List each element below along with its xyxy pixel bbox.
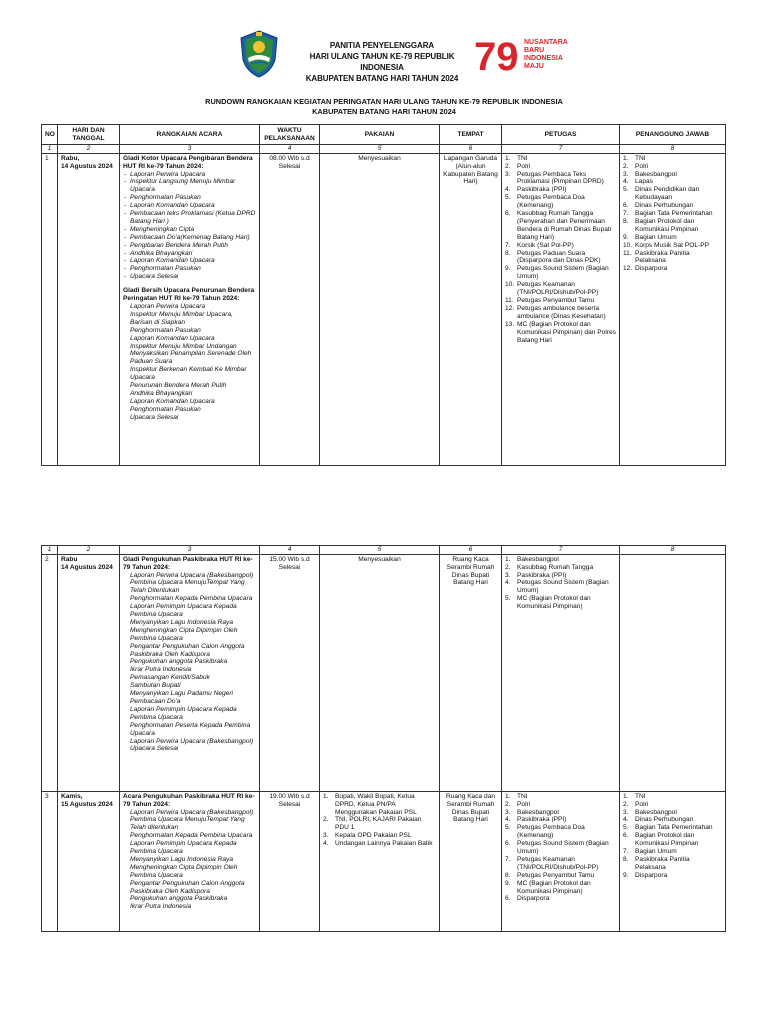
row-acara (120, 554, 260, 791)
list-item-text: TNI (635, 792, 646, 800)
list-item-number: 11. (505, 297, 514, 304)
row-no: 1 (42, 153, 58, 465)
list-item (623, 824, 722, 832)
list-item-number: 8. (623, 855, 629, 863)
batang-hari-emblem-logo (238, 30, 280, 78)
acara-item: Laporan Komandan Upacara (130, 397, 215, 405)
list-item (505, 321, 616, 345)
acara-item: - Inspektur Langsung Menuju Mimbar Upacara (123, 178, 256, 194)
acara-item: Pengantar Pengukuhan Calon Anggota Paskibraka Oleh Kadispora (130, 642, 245, 658)
list-item-number: 8. (505, 871, 511, 879)
numbered-list (623, 793, 722, 880)
list-item (623, 872, 722, 880)
list-item-number: 1. (623, 154, 629, 162)
acara-item: Mengheningkan Cipta Dipimpin Oleh Pembina Upacara (130, 626, 238, 642)
logo-number: 79 (474, 35, 519, 76)
acara-item: Mengheningkan Cipta Dipimpin Oleh Pembina Upacara (130, 863, 238, 879)
list-item-text: Bagian Tata Pemerintahan (635, 210, 713, 218)
row-waktu: 08.00 Wib s.d Selesai (260, 153, 320, 465)
list-item-text: Bakesbangpol (517, 808, 559, 816)
list-item-text: TNI (517, 792, 528, 800)
list-item-number: 13. (505, 320, 515, 328)
list-item-number: 5. (623, 186, 629, 194)
column-number-row: 1 2 3 4 5 6 7 8 (42, 546, 726, 555)
list-item (505, 242, 616, 250)
list-item (623, 809, 722, 817)
hut-ri-79-logo (474, 34, 572, 76)
list-item-number: 5. (505, 824, 511, 832)
acara-block-title: Gladi Kotor Upacara Pengibaran Bendera HUT RI ke-79 Tahun 2024: (123, 154, 253, 170)
acara-item: Inspektur Menuju Mimbar Undangan (130, 342, 237, 350)
list-item-text: Disparpora (517, 895, 550, 903)
list-item-number: 4. (323, 840, 329, 848)
list-item-text: Dinas Perhubungan (635, 816, 694, 824)
list-item-number: 8. (505, 249, 511, 257)
acara-item-list (123, 809, 256, 912)
list-item (623, 793, 722, 801)
acara-item: - Upacara Selesai (123, 273, 256, 281)
acara-item: Penghormatan Kepada Pembina Upacara (130, 832, 253, 840)
acara-item: Pengukuhan anggota Paskibraka (130, 658, 228, 666)
list-item (323, 793, 436, 817)
event-name: HARI ULANG TAHUN KE-79 REPUBLIK INDONESIA (309, 52, 455, 73)
list-item (623, 801, 722, 809)
row-waktu: 15.00 Wib s.d Selesai (260, 554, 320, 791)
list-item (505, 824, 616, 840)
list-item-number: 4. (505, 186, 511, 194)
list-item-number: 5. (623, 824, 629, 832)
list-item-number: 12. (505, 304, 515, 312)
list-item (505, 155, 616, 163)
list-item-text: MC (Bagian Protokol dan Komunikasi Pimpinan) dan Polres Batang Hari (517, 320, 616, 344)
logo-word-3: INDONESIA (524, 55, 563, 62)
list-item (623, 178, 722, 186)
row-tempat: Ruang Kaca dan Serambi Rumah Dinas Bupati Batang Hari (440, 791, 502, 931)
list-item (623, 832, 722, 848)
list-item (623, 234, 722, 242)
row-pakaian (320, 791, 440, 931)
list-item-number: 7. (505, 855, 511, 863)
acara-item: Penghormatan Kepada Pembina Upacara (130, 595, 253, 603)
list-item (623, 856, 722, 872)
row-waktu: 19.00 Wib s.d Selesai (260, 791, 320, 931)
list-item-text: Petugas Pembaca Teks Proklamasi (Pimpinan DPRD) (517, 170, 604, 186)
list-item (323, 832, 436, 840)
list-item-text: Bupati, Wakil Bupati, Ketua DPRD, Ketua PN/PA Menggunakan Pakaian PSL (335, 792, 417, 816)
acara-item: Laporan Perwira Upacara (Bakesbangpol) (130, 737, 254, 745)
acara-item: Menyanyikan Lagu Padamu Negeri (130, 690, 233, 698)
list-item-number: 4. (623, 178, 629, 186)
list-item (505, 809, 616, 817)
acara-item: Penghormatan Pasukan (130, 326, 201, 334)
acara-item: - Penghormatan Pasukan (123, 194, 256, 202)
list-item-text: TNI (635, 154, 646, 162)
list-item (505, 872, 616, 880)
acara-item: Pengukuhan anggota Paskibraka (130, 895, 228, 903)
logo-word-2: BARU (524, 47, 545, 54)
list-item-number: 7. (623, 848, 629, 856)
list-item-text: Petugas Paduan Suara (Disparpora dan Dinas PDK) (517, 249, 601, 265)
acara-item: Pembina Upacara MenujuTempat Yang Telah ditentukan (130, 816, 245, 832)
list-item-text: Bagian Umum (635, 233, 677, 241)
list-item (505, 210, 616, 242)
list-item (623, 265, 722, 273)
list-item-number: 8. (623, 217, 629, 225)
list-item (623, 242, 722, 250)
list-item-number: 9. (505, 265, 511, 273)
table-row (42, 791, 726, 931)
letterhead (238, 30, 570, 86)
list-item (623, 848, 722, 856)
list-item-number: 2. (505, 563, 511, 571)
list-item (505, 186, 616, 194)
acara-item: Pembina Upacara MenujuTempat Yang Telah Ditentukan (130, 579, 245, 595)
col-header-tempat: TEMPAT (440, 125, 502, 145)
acara-item: Laporan Perwira Upacara (Bakesbangpol) (130, 808, 254, 816)
rundown-table-page-1 (41, 124, 726, 466)
row-tempat: Ruang Kaca Serambi Rumah Dinas Bupati Batang Hari (440, 554, 502, 791)
col-header-waktu: WAKTU PELAKSANAAN (260, 125, 320, 145)
logo-word-4: MAJU (524, 63, 544, 70)
row-day-date: Kamis, 15 Agustus 2024 (58, 791, 120, 931)
acara-item: - Pembacaan Do'a(Kemenag Batang Hari) (123, 234, 256, 242)
numbered-list (323, 793, 436, 848)
list-item (323, 840, 436, 848)
list-item-number: 3. (623, 808, 629, 816)
row-penanggung-jawab (620, 554, 726, 791)
list-item-text: Petugas Penyambut Tamu (517, 871, 595, 879)
logo-word-1: NUSANTARA (524, 39, 568, 46)
list-item-text: Bagian Tata Pemerintahan (635, 824, 713, 832)
list-item-text: Polri (635, 162, 649, 170)
list-item-text: MC (Bagian Protokol dan Komunikasi Pimpinan) (517, 879, 591, 895)
col-header-penanggung-jawab: PENANGGUNG JAWAB (620, 125, 726, 145)
list-item (623, 155, 722, 163)
numbered-list (505, 556, 616, 611)
row-no: 3 (42, 791, 58, 931)
list-item-text: TNI (517, 154, 528, 162)
acara-item: - Andhika Bhayangkari (123, 250, 256, 258)
list-item (623, 171, 722, 179)
acara-item: Menyaksikan Penampilan Serenade Oleh Paduan Suara (130, 350, 252, 366)
list-item-number: 11. (623, 249, 632, 257)
row-petugas (502, 554, 620, 791)
acara-item: Pemasangan Kendit/Sabuk (130, 674, 210, 682)
list-item (505, 816, 616, 824)
list-item-text: Paskibraka Panitia Pelaksana (635, 855, 690, 871)
row-petugas (502, 791, 620, 931)
list-item (505, 305, 616, 321)
list-item (505, 793, 616, 801)
list-item (623, 210, 722, 218)
list-item-text: Bakesbangpol (635, 808, 677, 816)
list-item-text: Polri (517, 162, 531, 170)
acara-item: Penghormatan Peserta Kepada Pembina Upacara (130, 721, 251, 737)
row-no: 2 (42, 554, 58, 791)
acara-item: Sambutan Bupati (130, 682, 181, 690)
row-acara (120, 153, 260, 465)
list-item-text: Paskibraka (PPI) (517, 571, 567, 579)
list-item (323, 816, 436, 832)
list-item-text: Bagian Protokol dan Komunikasi Pimpinan (635, 832, 699, 848)
list-item (505, 840, 616, 856)
acara-item: - Penghormatan Pasukan (123, 265, 256, 273)
list-item-number: 9. (623, 233, 629, 241)
acara-item: Upacara Selesai (130, 745, 179, 753)
list-item-number: 1. (505, 555, 511, 563)
acara-item: Andhika Bhayangkari (130, 389, 193, 397)
list-item (505, 572, 616, 580)
list-item-number: 2. (623, 800, 629, 808)
list-item-text: Dinas Pendidikan dan Kebudayaan (635, 186, 700, 202)
list-item-text: Polri (517, 800, 531, 808)
list-item-number: 2. (505, 162, 511, 170)
acara-item: Upacara Selesai (130, 413, 179, 421)
list-item-text: Kasubbag Rumah Tangga (Penyerahan dan Penerimaan Bendera di Rumah Dinas Bupati Batang Hari) (517, 210, 612, 241)
list-item (623, 186, 722, 202)
list-item (623, 250, 722, 266)
list-item-number: 9. (505, 879, 511, 887)
list-item-number: 3. (505, 808, 511, 816)
list-item-text: Paskibraka Panitia Pelaksana (635, 249, 690, 265)
acara-block-title: Gladi Bersih Upacara Penurunan Bendera Peringatan HUT RI ke-79 Tahun 2024: (123, 287, 255, 303)
list-item-text: Petugas Keamanan (TNI/POLRI/Dishub/Pol-PP) (517, 855, 599, 871)
acara-item: Inspektur Berkenan Kembali Ke Mimbar Upacara (130, 366, 247, 382)
list-item-number: 4. (505, 816, 511, 824)
list-item-text: Petugas Sound Sistem (Bagian Umum) (517, 265, 609, 281)
col-header-petugas: PETUGAS (502, 125, 620, 145)
list-item-number: 1. (323, 792, 329, 800)
numbered-list (623, 155, 722, 274)
list-item (505, 250, 616, 266)
numbered-list (505, 155, 616, 345)
list-item-text: Bakesbangpol (517, 555, 559, 563)
list-item-number: 3. (323, 832, 329, 840)
acara-item: Laporan Komandan Upacara (130, 334, 215, 342)
list-item-text: Paskibraka (PPI) (517, 816, 567, 824)
list-item-text: Bakesbangpol (635, 170, 677, 178)
list-item-text: Paskibraka (PPI) (517, 186, 567, 194)
list-item-text: Korsik (Sat Pol-PP) (517, 241, 574, 249)
row-petugas (502, 153, 620, 465)
list-item-number: 4. (505, 579, 511, 587)
list-item (505, 556, 616, 564)
list-item (623, 816, 722, 824)
document-title-line-1: RUNDOWN RANGKAIAN KEGIATAN PERINGATAN HARI ULANG TAHUN KE-79 REPUBLIK INDONESIA (205, 97, 563, 106)
list-item-number: 2. (323, 816, 329, 824)
list-item (505, 163, 616, 171)
list-item (505, 297, 616, 305)
list-item-text: Petugas Penyambut Tamu (517, 297, 595, 304)
document-title-line-2: KABUPATEN BATANG HARI TAHUN 2024 (312, 107, 456, 117)
col-header-no: NO (42, 125, 58, 145)
list-item (623, 202, 722, 210)
list-item-number: 12. (623, 265, 633, 273)
list-item-number: 2. (623, 162, 629, 170)
acara-item: - Laporan Komandan Upacara (123, 202, 256, 210)
list-item-number: 5. (505, 595, 511, 603)
row-penanggung-jawab (620, 153, 726, 465)
row-acara (120, 791, 260, 931)
acara-item: Pembacaan Do'a (130, 698, 181, 705)
list-item (505, 895, 616, 903)
list-item (505, 281, 616, 297)
list-item-text: Petugas Keamanan (TNI/POLRI/Dishub/Pol-PP) (517, 281, 599, 297)
row-tempat: Lapangan Garuda (Alun-alun Kabupaten Batang Hari) (440, 153, 502, 465)
list-item-number: 2. (505, 800, 511, 808)
list-item (623, 218, 722, 234)
list-item (505, 171, 616, 187)
col-header-acara: RANGKAIAN ACARA (120, 125, 260, 145)
acara-item: - Pengibaran Bendera Merah Putih (123, 242, 256, 250)
list-item-text: MC (Bagian Protokol dan Komunikasi Pimpinan) (517, 595, 591, 611)
list-item (505, 579, 616, 595)
list-item-number: 7. (623, 210, 629, 218)
list-item-text: Undangan Lainnya Pakaian Batik (335, 840, 433, 848)
list-item-number: 6. (623, 832, 629, 840)
list-item-text: Kepala OPD Pakaian PSL (335, 832, 412, 840)
list-item-text: Kasubbag Rumah Tangga (517, 563, 594, 571)
list-item-text: Korps Musik Sat POL-PP (635, 241, 710, 249)
acara-item-list (123, 303, 256, 422)
list-item-text: Disparpora (635, 871, 668, 879)
list-item-text: Petugas Pembaca Doa (Kemenang) (517, 194, 585, 210)
acara-item: - Laporan Komandan Upacara (123, 257, 256, 265)
list-item-number: 10. (623, 241, 633, 249)
list-item-number: 6. (623, 202, 629, 210)
list-item-number: 5. (505, 194, 511, 202)
list-item-number: 4. (623, 816, 629, 824)
rundown-table-page-2 (41, 545, 726, 932)
acara-item: Ikrar Putra Indonesia (130, 666, 192, 674)
col-header-day-date: HARI DAN TANGGAL (58, 125, 120, 145)
list-item-number: 3. (505, 571, 511, 579)
acara-block-title: Acara Pengukuhan Paskibraka HUT RI ke-79 Tahun 2024: (123, 792, 255, 808)
list-item-number: 6. (505, 210, 511, 218)
list-item-number: 3. (623, 170, 629, 178)
column-number-row: 1 2 3 4 5 6 7 8 (42, 145, 726, 154)
row-pakaian: Menyesuaikan (320, 554, 440, 791)
acara-block-title: Gladi Pengukuhan Paskibraka HUT RI ke-79 Tahun 2024: (123, 555, 253, 571)
table-row (42, 153, 726, 465)
acara-item: - Laporan Perwira Upacara (123, 171, 256, 179)
list-item (505, 564, 616, 572)
list-item (505, 856, 616, 872)
list-item-text: Polri (635, 800, 649, 808)
table-header-row (42, 125, 726, 145)
acara-item: Laporan Pemimpin Upacara Kepada Pembina Upacara (130, 603, 237, 619)
list-item-text: Petugas ambulance beserta ambulance (Dinas Kesehatan) (517, 304, 606, 320)
list-item-text: Petugas Sound Sistem (Bagian Umum) (517, 840, 609, 856)
table-row (42, 554, 726, 791)
acara-item: Penghormatan Pasukan (130, 405, 201, 413)
regency-year: KABUPATEN BATANG HARI TAHUN 2024 (305, 74, 459, 84)
committee-name: PANITIA PENYELENGGARA (329, 41, 435, 50)
list-item-number: 7. (505, 241, 511, 249)
list-item-number: 6. (505, 895, 511, 903)
acara-item: Laporan Pemimpin Upacara Kepada Pembina Upacara (130, 840, 237, 856)
acara-item: Menyanyikan Lagu Indonesia Raya (130, 618, 234, 626)
list-item (623, 163, 722, 171)
list-item (505, 801, 616, 809)
list-item-number: 1. (505, 154, 511, 162)
list-item-text: Disparpora (635, 265, 668, 273)
acara-item-list (123, 572, 256, 754)
hut-79-mark-icon (474, 34, 572, 76)
acara-item: - Pembacaan teks Proklamasi (Ketua DPRD Batang Hari ) (123, 210, 256, 226)
acara-item-list (123, 171, 256, 282)
list-item-text: Petugas Sound Sistem (Bagian Umum) (517, 579, 609, 595)
row-day-date: Rabu 14 Agustus 2024 (58, 554, 120, 791)
document-title (100, 97, 668, 118)
acara-item: Ikrar Putra Indonesia (130, 903, 192, 911)
row-penanggung-jawab (620, 791, 726, 931)
list-item (505, 595, 616, 611)
list-item (505, 194, 616, 210)
list-item-number: 1. (623, 792, 629, 800)
list-item-text: Dinas Perhubungan (635, 202, 694, 210)
list-item (505, 880, 616, 896)
acara-item: Laporan Pemimpin Upacara Kepada Pembina Upacara (130, 705, 237, 721)
acara-item: Pengantar Pengukuhan Calon Anggota Paskibraka Oleh Kadispora (130, 879, 245, 895)
list-item-number: 3. (505, 170, 511, 178)
list-item-number: 6. (505, 840, 511, 848)
acara-item: Penurunan Bendera Merah Putih (130, 382, 227, 390)
list-item-number: 10. (505, 281, 515, 289)
row-pakaian: Menyesuaikan (320, 153, 440, 465)
list-item-text: TNI, POLRI, KAJARI Pakaian PDU 1 (335, 816, 422, 832)
col-header-pakaian: PAKAIAN (320, 125, 440, 145)
acara-item: - Mengheningkan Cipta (123, 226, 256, 234)
acara-item: Menyanyikan Lagu Indonesia Raya (130, 855, 234, 863)
acara-item: Laporan Perwira Upacara (130, 303, 206, 310)
list-item (505, 265, 616, 281)
list-item-text: Lapas (635, 178, 653, 186)
row-day-date: Rabu, 14 Agustus 2024 (58, 153, 120, 465)
numbered-list (505, 793, 616, 904)
list-item-text: Petugas Pembaca Doa (Kemenang) (517, 824, 585, 840)
list-item-number: 1. (505, 792, 511, 800)
acara-item: Laporan Perwira Upacara (Bakesbangpol) (130, 571, 254, 579)
list-item-number: 9. (623, 871, 629, 879)
list-item-text: Bagian Protokol dan Komunikasi Pimpinan (635, 217, 699, 233)
acara-item: Inspektur Menuju Mimbar Upacara, Barisan di Siapkan (130, 310, 233, 326)
list-item-text: Bagian Umum (635, 848, 677, 856)
